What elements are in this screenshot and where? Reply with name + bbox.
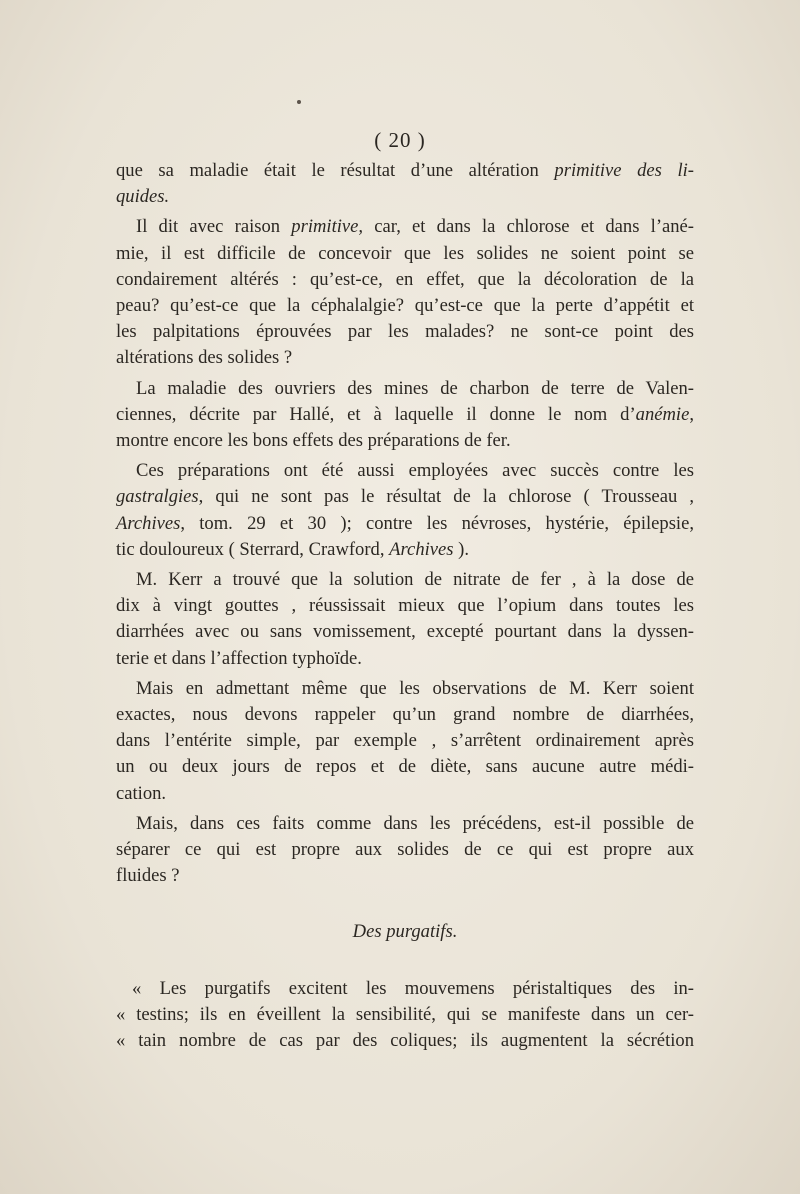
text-line: gastralgies, qui ne sont pas le résultat de la chlorose ( Trousseau , bbox=[116, 486, 694, 508]
paragraph-2 bbox=[116, 214, 694, 371]
text-line: La maladie des ouvriers des mines de charbon de terre de Valen- bbox=[136, 377, 694, 399]
text-line: peau? qu’est-ce que la céphalalgie? qu’est-ce que la perte d’appétit et bbox=[116, 295, 694, 317]
text-line: Ces préparations ont été aussi employées avec succès contre les bbox=[136, 460, 694, 482]
text-line: « tain nombre de cas par des coliques; ils augmentent la sécrétion bbox=[116, 1030, 694, 1052]
text-line: Archives, tom. 29 et 30 ); contre les névroses, hystérie, épilepsie, bbox=[116, 512, 694, 534]
text-line: que sa maladie était le résultat d’une altération primitive des li- bbox=[116, 160, 694, 181]
text-line: dans l’entérite simple, par exemple , s’arrêtent ordinairement après bbox=[116, 730, 694, 752]
text-line: Mais en admettant même que les observations de M. Kerr soient bbox=[136, 677, 694, 699]
section-heading: Des purgatifs. bbox=[352, 921, 458, 943]
text-line: ciennes, décrite par Hallé, et à laquelle il donne le nom d’anémie, bbox=[116, 403, 694, 425]
text-line: les palpitations éprouvées par les malades? ne sont-ce point des bbox=[116, 321, 694, 343]
paragraph-6 bbox=[116, 676, 694, 807]
quotation bbox=[116, 976, 694, 1055]
text-line: Mais, dans ces faits comme dans les précédens, est-il possible de bbox=[136, 812, 694, 834]
text-line: séparer ce qui est propre aux solides de ce qui est propre aux bbox=[116, 839, 694, 861]
paragraph-4 bbox=[116, 458, 694, 563]
text-line: « Les purgatifs excitent les mouvemens péristaltiques des in- bbox=[132, 977, 694, 999]
text-line: diarrhées avec ou sans vomissement, excepté pourtant dans la dyssen- bbox=[116, 621, 694, 643]
ink-speck bbox=[297, 100, 301, 104]
text-line: un ou deux jours de repos et de diète, sans aucune autre médi- bbox=[116, 756, 694, 778]
text-line: quides. bbox=[116, 186, 170, 208]
paragraph-7 bbox=[116, 811, 694, 890]
body-text bbox=[116, 158, 694, 1054]
text-line: cation. bbox=[116, 782, 167, 804]
text-line: exactes, nous devons rappeler qu’un grand nombre de diarrhées, bbox=[116, 704, 694, 726]
paragraph-5 bbox=[116, 567, 694, 672]
page-number: ( 20 ) bbox=[374, 128, 426, 152]
text-line: fluides ? bbox=[116, 865, 180, 887]
paragraph-3 bbox=[116, 376, 694, 455]
text-line: montre encore les bons effets des préparations de fer. bbox=[116, 430, 511, 452]
text-line: mie, il est difficile de concevoir que les solides ne soient point se bbox=[116, 242, 694, 264]
text-line: Il dit avec raison primitive, car, et dans la chlorose et dans l’ané- bbox=[136, 216, 694, 238]
text-line: terie et dans l’affection typhoïde. bbox=[116, 647, 362, 669]
text-line: M. Kerr a trouvé que la solution de nitrate de fer , à la dose de bbox=[136, 569, 694, 591]
text-line: tic douloureux ( Sterrard, Crawford, Archives ). bbox=[116, 538, 470, 560]
text-line: altérations des solides ? bbox=[116, 347, 293, 369]
paragraph-1 bbox=[116, 158, 694, 210]
text-line: « testins; ils en éveillent la sensibilité, qui se manifeste dans un cer- bbox=[116, 1003, 694, 1025]
text-line: condairement altérés : qu’est-ce, en effet, que la décoloration de la bbox=[116, 268, 694, 290]
text-line: dix à vingt gouttes , réussissait mieux que l’opium dans toutes les bbox=[116, 595, 694, 617]
